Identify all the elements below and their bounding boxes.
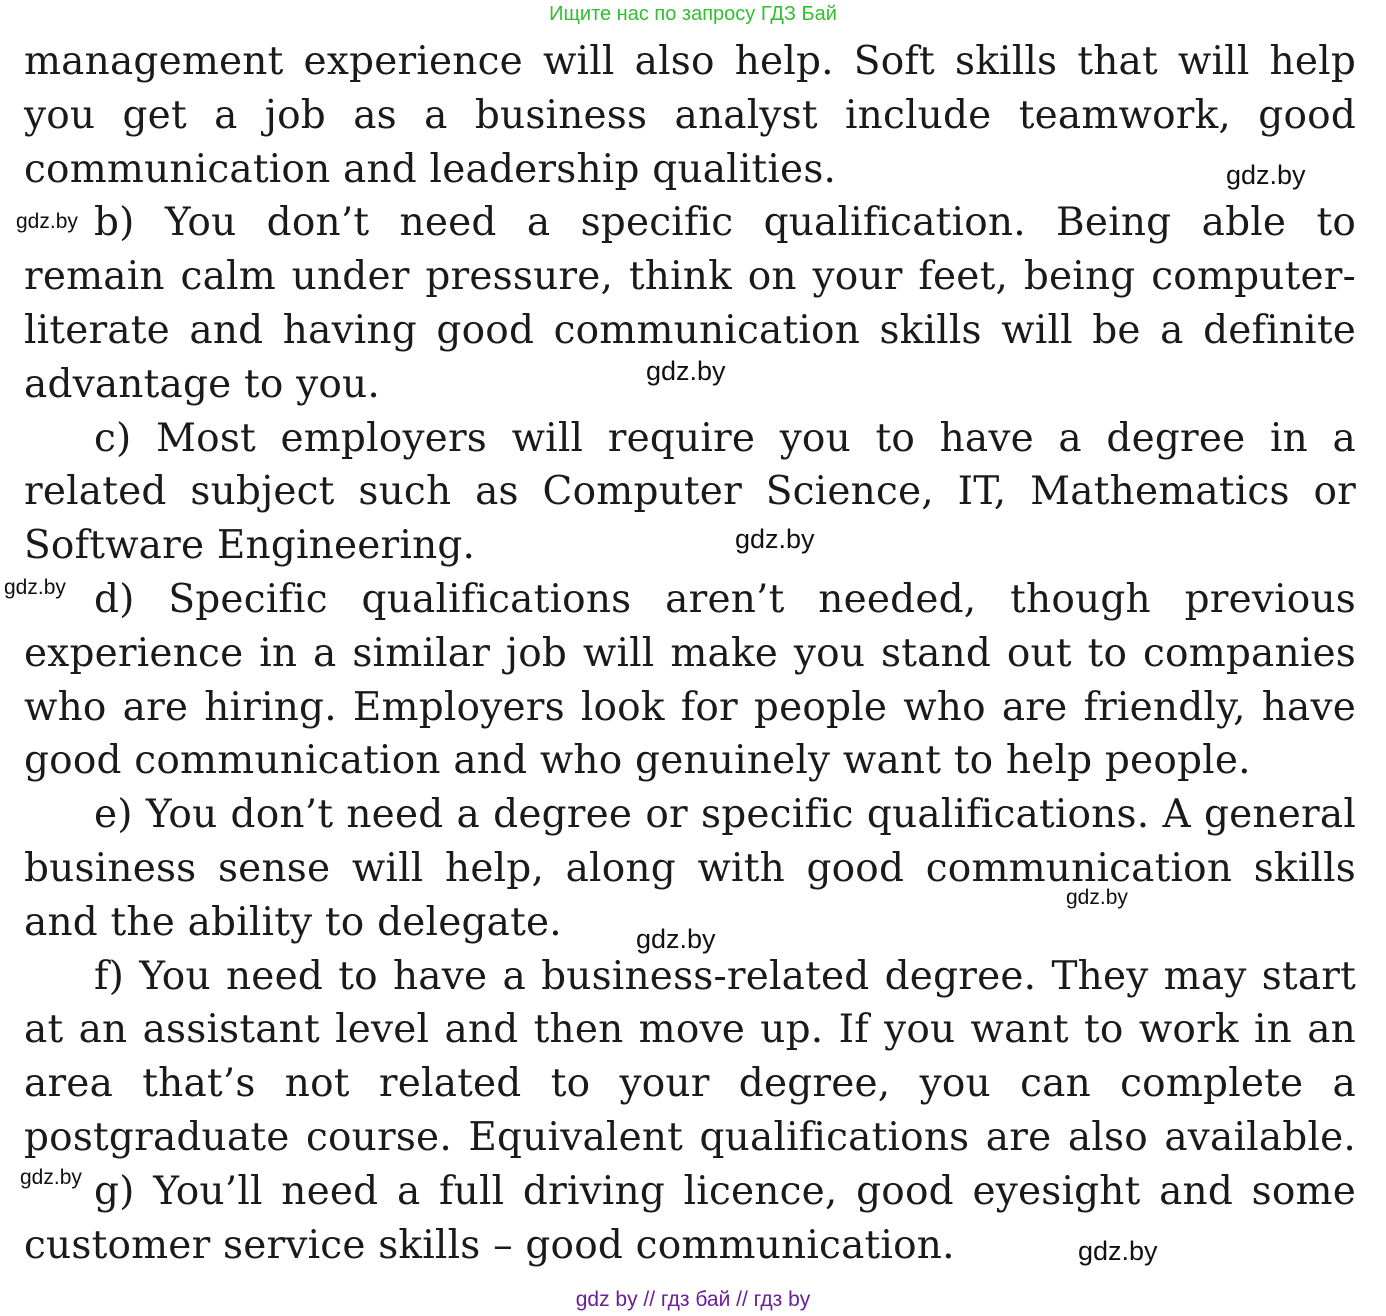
paragraph-d-line: d) Specific qualifications aren’t needed, though previous — [94, 576, 1356, 622]
paragraph-d-line: experience in a similar job will make you stand out to companies — [24, 630, 1356, 676]
paragraph-e-line: and the ability to delegate. — [24, 899, 562, 945]
paragraph-b-line: b) You don’t need a specific qualification. Being able to — [94, 200, 1356, 246]
paragraph-e-line: e) You don’t need a degree or specific qualifications. A general — [94, 792, 1356, 838]
watermark: gdz.by — [646, 356, 726, 386]
paragraph-b-line: literate and having good communication skills will be a definite — [24, 307, 1356, 353]
paragraph-a-line: you get a job as a business analyst include teamwork, good — [24, 92, 1356, 138]
paragraph-c-line: Software Engineering. — [24, 523, 476, 569]
bottom-banner: gdz by // гдз бай // гдз by — [575, 1288, 811, 1311]
paragraph-c-line: related subject such as Computer Science, IT, Mathematics or — [24, 469, 1356, 515]
paragraph-g-line: customer service skills – good communication. — [24, 1222, 955, 1268]
paragraph-a-line: communication and leadership qualities. — [24, 146, 837, 192]
watermark: gdz.by — [16, 210, 78, 233]
watermark: gdz.by — [735, 524, 815, 554]
paragraph-d-line: who are hiring. Employers look for people who are friendly, have — [24, 684, 1356, 730]
paragraph-b-line: advantage to you. — [24, 361, 380, 407]
watermark: gdz.by — [636, 924, 716, 954]
paragraph-b-line: remain calm under pressure, think on your feet, being computer- — [24, 254, 1356, 300]
text-block — [24, 35, 1356, 1272]
watermark: gdz.by — [1078, 1236, 1158, 1266]
paragraph-f-line: f) You need to have a business-related degree. They may start — [94, 953, 1356, 999]
paragraph-d-line: good communication and who genuinely want to help people. — [24, 738, 1251, 784]
paragraph-f-line: postgraduate course. Equivalent qualifications are also available. — [24, 1114, 1356, 1160]
paragraph-f-line: area that’s not related to your degree, you can complete a — [24, 1061, 1356, 1107]
paragraph-c-line: c) Most employers will require you to have a degree in a — [94, 415, 1356, 461]
paragraph-g-line: g) You’ll need a full driving licence, good eyesight and some — [94, 1168, 1356, 1214]
watermark: gdz.by — [1066, 886, 1128, 909]
paragraph-f-line: at an assistant level and then move up. If you want to work in an — [24, 1007, 1356, 1053]
paragraph-e-line: business sense will help, along with good communication skills — [24, 845, 1356, 891]
paragraph-a-line: management experience will also help. Soft skills that will help — [24, 39, 1356, 84]
top-banner: Ищите нас по запросу ГДЗ Бай — [549, 3, 837, 25]
watermark: gdz.by — [4, 576, 66, 599]
watermark: gdz.by — [1226, 160, 1306, 190]
watermark: gdz.by — [20, 1166, 82, 1189]
